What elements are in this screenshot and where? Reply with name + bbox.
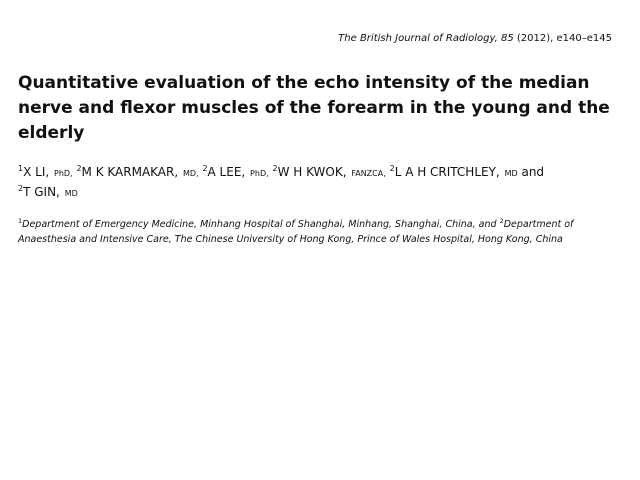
- author: [18, 185, 78, 199]
- author: [18, 165, 73, 179]
- author-degree: PhD,: [54, 169, 73, 178]
- journal-name: The British Journal of Radiology,: [338, 33, 498, 44]
- author: [202, 165, 268, 179]
- author-name: M K KARMAKAR,: [81, 165, 179, 179]
- author-degree: MD,: [183, 169, 199, 178]
- affiliations: [18, 217, 628, 247]
- journal-volume: 85: [500, 33, 514, 44]
- author: [272, 165, 385, 179]
- author-conjunction: and: [521, 165, 545, 179]
- author-name: A LEE,: [207, 165, 246, 179]
- author-degree: MD: [504, 169, 518, 178]
- author-affiliation-mark: 2: [202, 164, 208, 173]
- affiliation-mark: 2: [499, 217, 504, 225]
- affiliation-mark: 1: [18, 217, 23, 225]
- author-name: L A H CRITCHLEY,: [394, 165, 500, 179]
- author-affiliation-mark: 2: [76, 164, 82, 173]
- author: [390, 165, 518, 179]
- author: [76, 165, 198, 179]
- author-degree: FANZCA,: [351, 169, 386, 178]
- author-affiliation-mark: 1: [18, 164, 24, 173]
- author-list: [18, 163, 618, 203]
- author-degree: MD: [64, 189, 78, 198]
- journal-year: (2012),: [516, 33, 554, 44]
- author-name: W H KWOK,: [277, 165, 347, 179]
- journal-citation: [338, 33, 612, 44]
- author-affiliation-mark: 2: [18, 184, 24, 193]
- author-affiliation-mark: 2: [389, 164, 395, 173]
- author-degree: PhD,: [250, 169, 269, 178]
- author-name: T GIN,: [23, 185, 60, 199]
- author-affiliation-mark: 2: [272, 164, 278, 173]
- author-name: X LI,: [23, 165, 50, 179]
- affiliation-text: Department of Emergency Medicine, Minhang Hospital of Shanghai, Minhang, Shanghai, China, and: [22, 219, 497, 230]
- affiliation-text: Department of Anaesthesia and Intensive Care, The Chinese University of Hong Kong, Prince of Wales Hospital, Hong Kong, China: [18, 219, 574, 245]
- article-title: Quantitative evaluation of the echo intensity of the median nerve and flexor muscles of the forearm in the young and the elderly: [18, 73, 610, 143]
- journal-pages: e140–e145: [556, 33, 612, 44]
